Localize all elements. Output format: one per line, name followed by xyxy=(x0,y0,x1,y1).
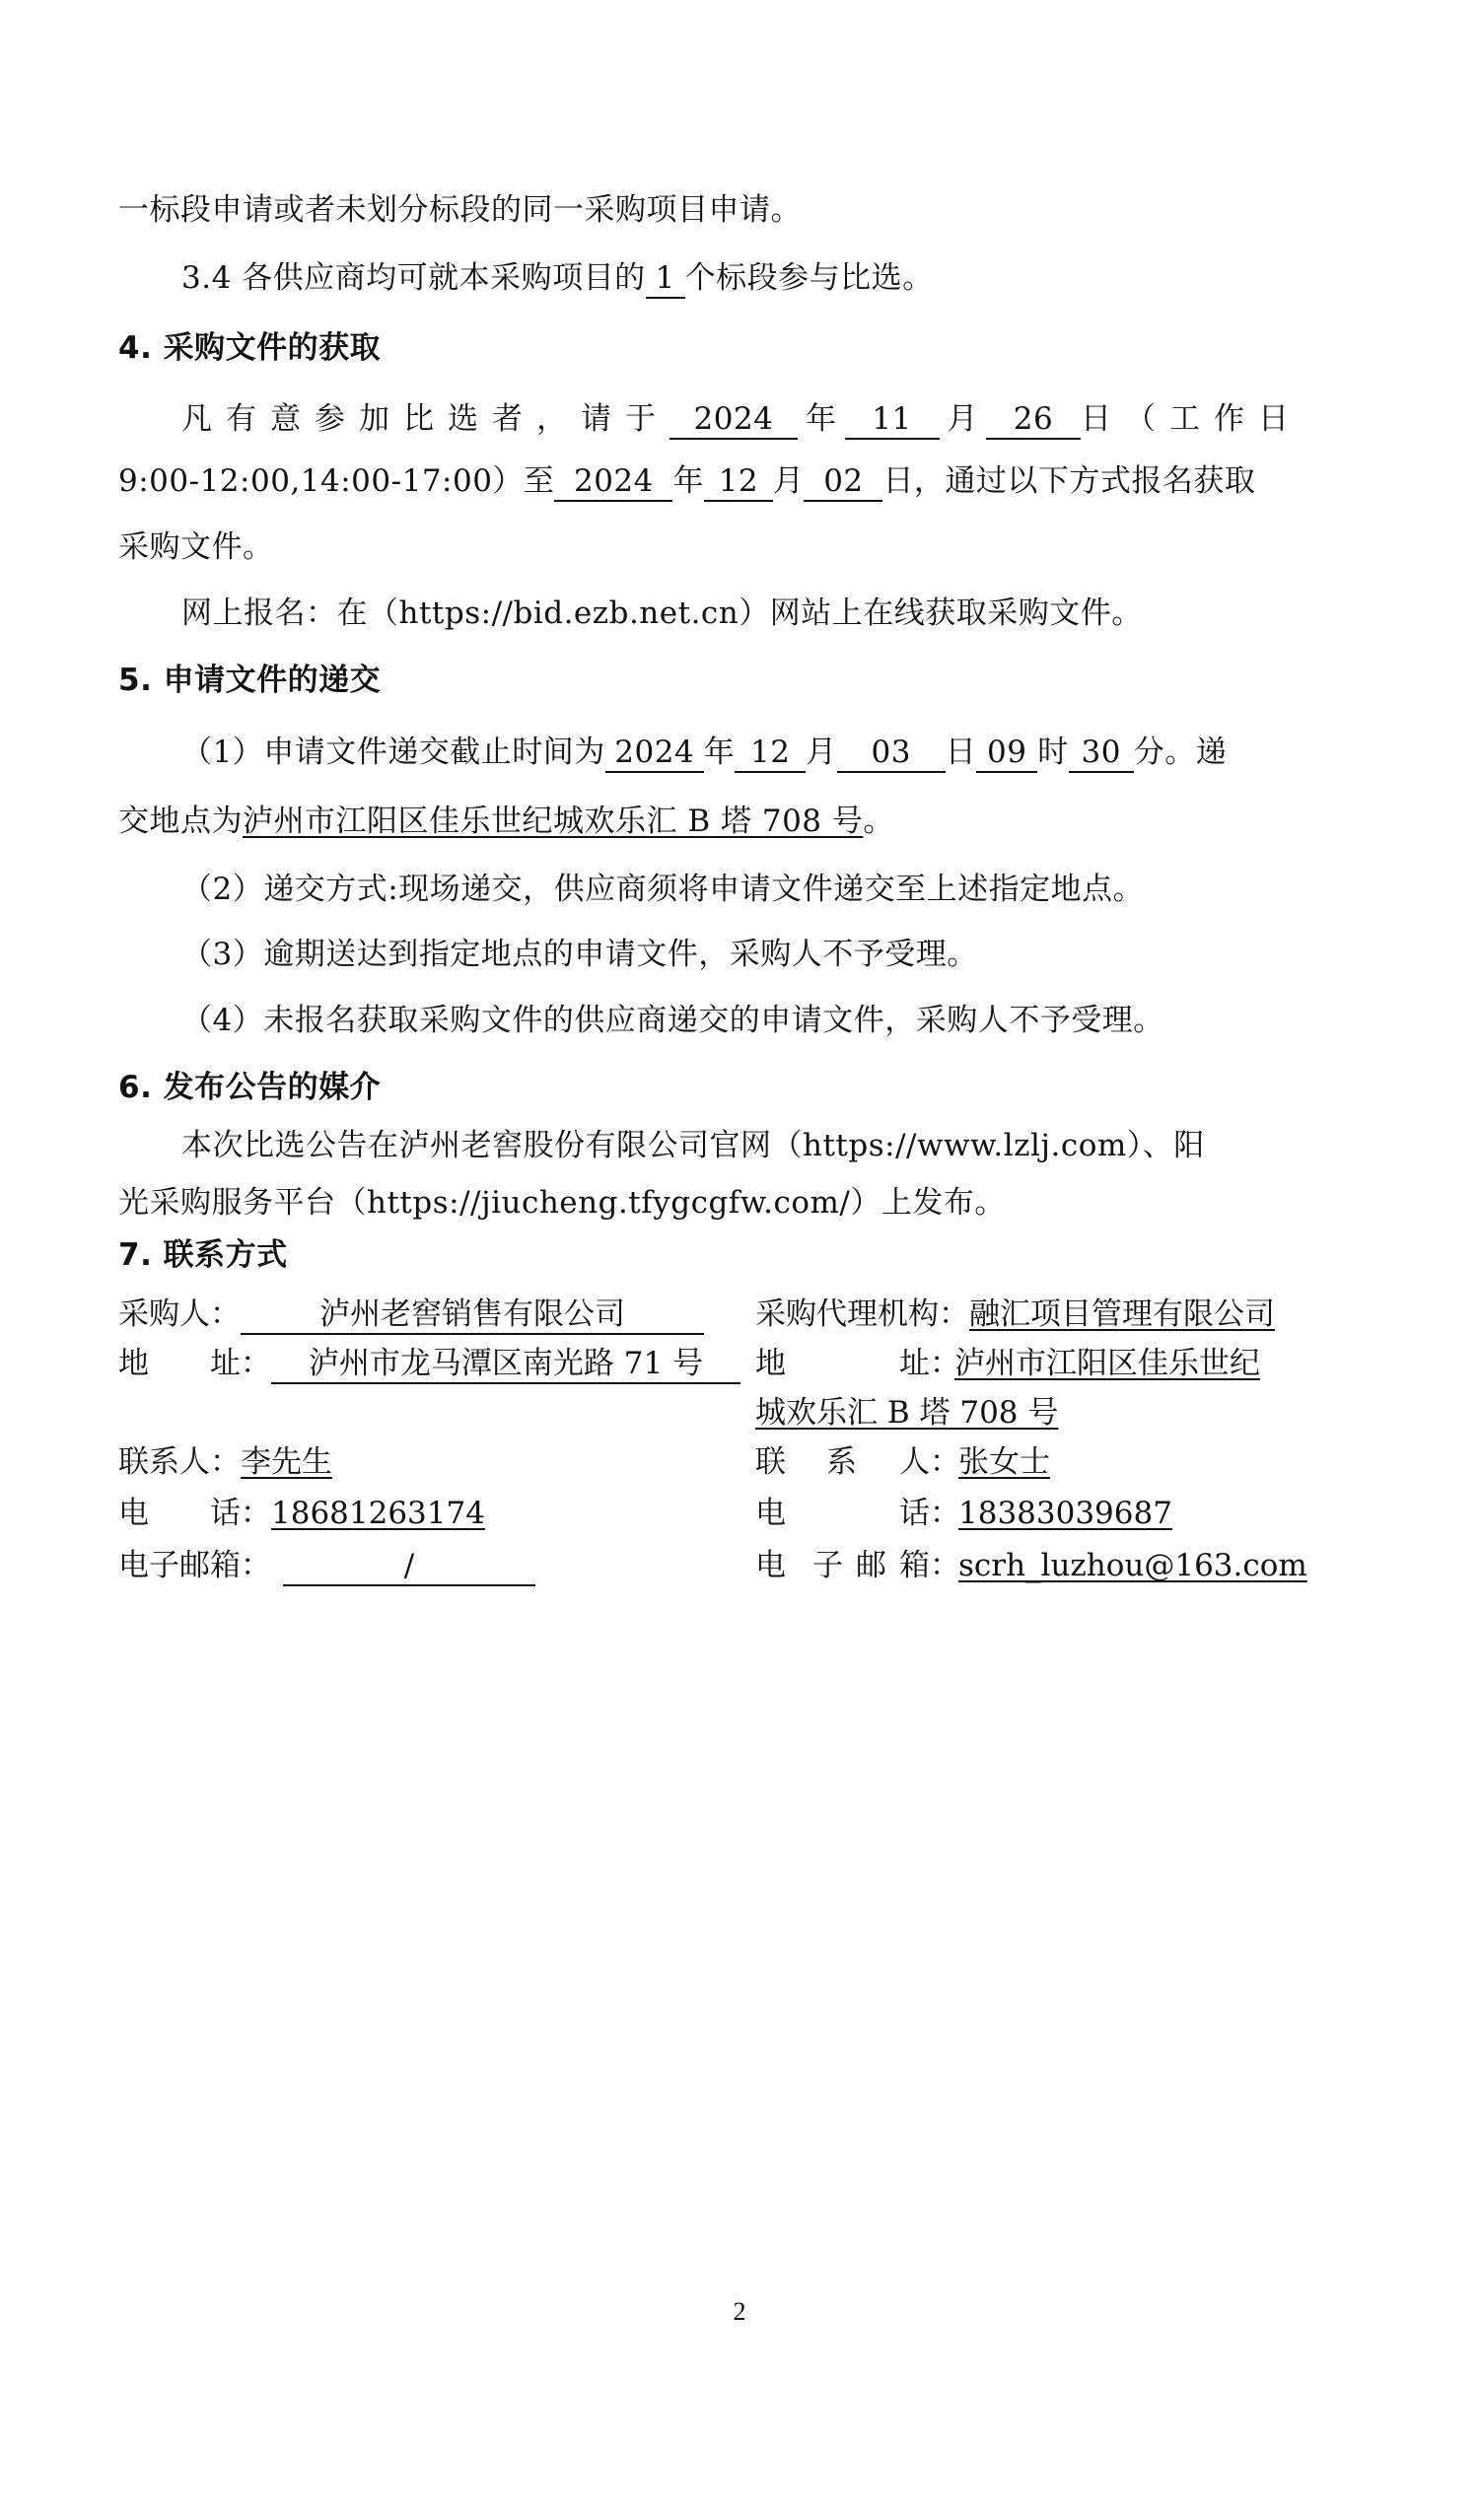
submission-location: 泸州市江阳区佳乐世纪城欢乐汇 B 塔 708 号 xyxy=(243,804,864,839)
agency-phone: 18383039687 xyxy=(958,1496,1172,1531)
text: 个标段参与比选。 xyxy=(684,260,934,296)
label: 电 话： xyxy=(118,1496,271,1531)
section-heading-5: 5. 申请文件的递交 xyxy=(118,663,382,698)
submission-method: （2）递交方式:现场递交，供应商须将申请文件递交至上述指定地点。 xyxy=(181,872,1145,907)
label: 电子邮箱： xyxy=(118,1548,271,1583)
agency-contact-row xyxy=(755,1440,1050,1484)
end-year: 2024 xyxy=(554,462,672,502)
submission-location-line xyxy=(118,800,1361,843)
clause-3-4 xyxy=(118,256,1361,300)
label: 地 址： xyxy=(118,1346,271,1381)
registration-period-line-2 xyxy=(118,459,1361,503)
purchaser-email: / xyxy=(283,1547,535,1586)
text: 凡有意参加比选者，请于 xyxy=(181,401,669,437)
purchaser-name: 泸州老窖销售有限公司 xyxy=(241,1295,704,1335)
agency-address-continuation xyxy=(755,1391,1058,1435)
agency-address-row xyxy=(755,1342,1363,1385)
deadline-hour: 09 xyxy=(976,734,1037,773)
label: 联 xyxy=(755,1444,786,1480)
section-heading-7: 7. 联系方式 xyxy=(118,1237,288,1273)
text: 年 xyxy=(703,735,736,770)
label: 电 xyxy=(755,1548,786,1583)
text: 3.4 各供应商均可就本采购项目的 xyxy=(181,260,646,296)
label: 人： xyxy=(899,1444,960,1480)
label: 采购人： xyxy=(118,1296,241,1332)
start-day: 26 xyxy=(986,400,1081,440)
text: 月 xyxy=(772,463,805,499)
label: 话： xyxy=(899,1496,960,1531)
registration-period-line-3: 采购文件。 xyxy=(118,529,274,565)
section-heading-6: 6. 发布公告的媒介 xyxy=(118,1070,382,1105)
agency-email-row xyxy=(755,1544,1307,1587)
late-submission-rule: （3）逾期送达到指定地点的申请文件，采购人不予受理。 xyxy=(181,937,978,972)
text: 交地点为 xyxy=(118,804,243,839)
text: 日 xyxy=(945,735,977,770)
text: 时 xyxy=(1037,735,1069,770)
text: 年 xyxy=(672,463,704,499)
label: 箱： xyxy=(899,1548,960,1583)
deadline-month: 12 xyxy=(735,734,806,773)
purchaser-contact: 李先生 xyxy=(241,1444,332,1480)
text: 月 xyxy=(806,735,837,770)
text: 。 xyxy=(863,804,894,839)
text: 日，通过以下方式报名获取 xyxy=(882,463,1256,499)
lot-count-value: 1 xyxy=(646,259,685,299)
text: （1）申请文件递交截止时间为 xyxy=(181,735,605,770)
text: 一标段申请或者未划分标段的同一采购项目申请。 xyxy=(118,192,802,228)
label: 邮 xyxy=(856,1548,886,1583)
label: 址： xyxy=(899,1346,960,1381)
online-registration: 网上报名：在（https://bid.ezb.net.cn）网站上在线获取采购文件。 xyxy=(181,595,1143,631)
submission-deadline-line-1 xyxy=(118,731,1361,774)
text: 日（工作日 xyxy=(1081,401,1303,437)
text: 分。递 xyxy=(1133,735,1228,770)
label: 采购代理机构： xyxy=(755,1296,969,1332)
end-day: 02 xyxy=(804,462,882,502)
purchaser-name-row xyxy=(118,1293,704,1336)
label: 电 xyxy=(755,1496,786,1531)
agency-email: scrh_luzhou@163.com xyxy=(958,1548,1307,1583)
end-month: 12 xyxy=(704,462,773,502)
text: 年 xyxy=(806,401,837,437)
text: 月 xyxy=(947,401,978,437)
deadline-day: 03 xyxy=(837,734,946,773)
publication-media-line-1: 本次比选公告在泸州老窖股份有限公司官网（https://www.lzlj.com）、阳 xyxy=(181,1128,1205,1163)
agency-name-row xyxy=(755,1293,1275,1336)
label: 子 xyxy=(812,1548,843,1583)
purchaser-phone-row xyxy=(118,1492,485,1535)
agency-name: 融汇项目管理有限公司 xyxy=(969,1296,1275,1332)
unregistered-supplier-rule: （4）未报名获取采购文件的供应商递交的申请文件，采购人不予受理。 xyxy=(181,1003,1164,1038)
label: 地 xyxy=(755,1346,786,1381)
agency-phone-row xyxy=(755,1492,1172,1535)
publication-media-line-2: 光采购服务平台（https://jiucheng.tfygcgfw.com/）上发布。 xyxy=(118,1185,1006,1221)
start-year: 2024 xyxy=(669,400,798,440)
purchaser-address-row xyxy=(118,1342,740,1385)
section-heading-4: 4. 采购文件的获取 xyxy=(118,330,382,366)
registration-period-line-1 xyxy=(118,397,1361,441)
text: 9:00-12:00,14:00-17:00）至 xyxy=(118,463,555,499)
paragraph-continuation xyxy=(118,188,1361,232)
deadline-year: 2024 xyxy=(605,734,704,773)
agency-contact: 张女士 xyxy=(958,1444,1050,1480)
purchaser-email-row xyxy=(118,1544,535,1587)
label: 系 xyxy=(826,1444,857,1480)
deadline-minute: 30 xyxy=(1069,734,1134,773)
purchaser-address: 泸州市龙马潭区南光路 71 号 xyxy=(271,1345,740,1384)
start-month: 11 xyxy=(845,400,940,440)
page-number: 2 xyxy=(733,2297,746,2326)
purchaser-contact-row xyxy=(118,1440,332,1484)
agency-address-line-2: 城欢乐汇 B 塔 708 号 xyxy=(755,1395,1059,1431)
agency-address-line-1: 泸州市江阳区佳乐世纪 xyxy=(954,1346,1260,1381)
label: 联系人： xyxy=(118,1444,241,1480)
purchaser-phone: 18681263174 xyxy=(271,1496,485,1531)
